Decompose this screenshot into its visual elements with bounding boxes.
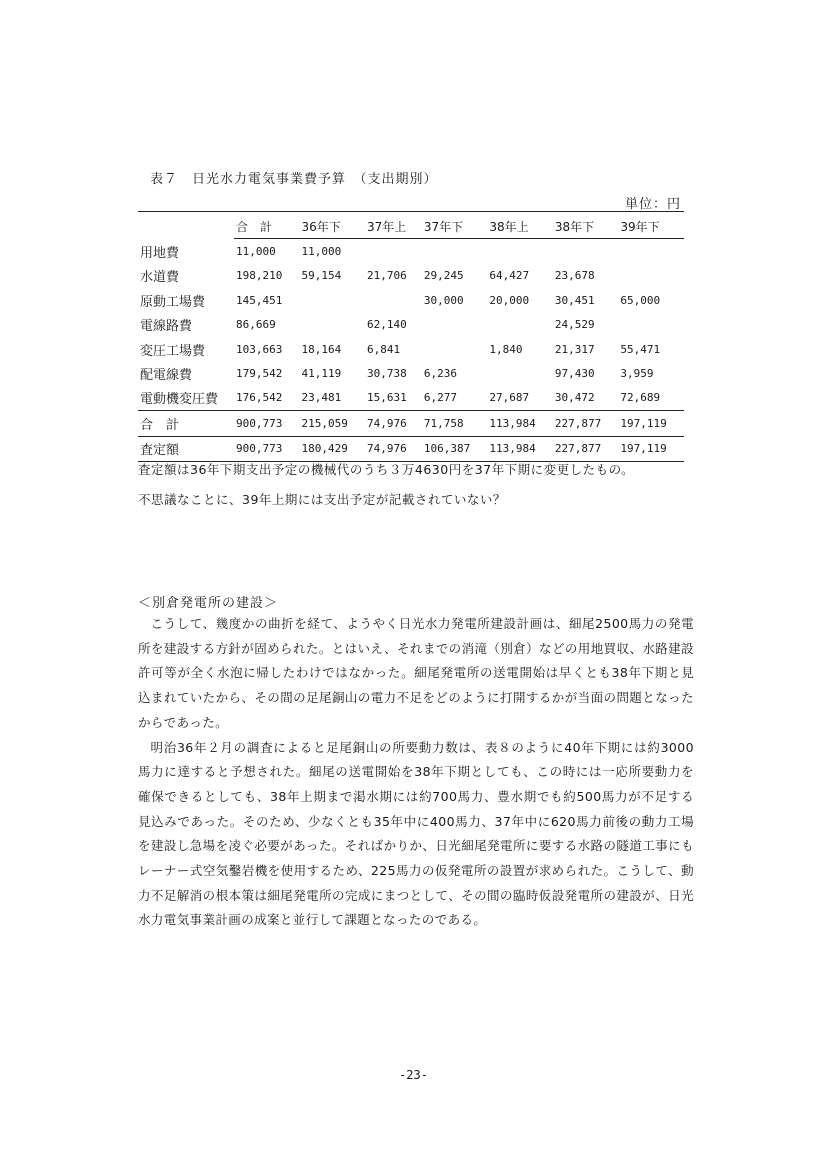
header-cell: 36年下 [300,214,366,239]
table-cell: 55,471 [620,342,661,356]
table-cell: 15,631 [365,386,422,411]
row-label: 変圧工場費 [140,343,206,359]
table-cell [422,239,488,264]
header-cell: 合 計 [234,214,300,239]
table-row [138,337,684,361]
table-note: 査定額は36年下期支出予定の機械代のうち３万4630円を37年下期に変更したもの。 [138,462,635,477]
section-heading: ＜別倉発電所の建設＞ [138,596,279,611]
table-cell: 30,451 [554,293,595,307]
table-cell [422,313,488,337]
table-cell: 24,529 [554,318,595,332]
table-cell: 41,119 [301,367,342,381]
paragraph: 明治36年２月の調査によると足尾銅山の所要動力数は、表８のように40年下期には約3000馬力に達すると予想された。細尾の送電開始を38年下期としても、この時には一応所要動力を確保できるとしても、38年上期まで渇水期には約700馬力、豊水期でも約500馬力が不足する見込みであった。そのため、少なくとも35年中に400馬力、37年中に620馬力前後の動力工場を建設し急場を凌ぐ必要があった。そればかりか、日光細尾発電所に要する水路の隧道工事にもレーナー式空気鑿岩機を使用するため、225馬力の仮発電所の設置が求められた。こうして、動力不足解消の根本策は細尾発電所の完成にまつとして、その間の臨時仮設発電所の建設が、日光水力電気事業計画の成案と並行して課題となったのである。 [138,739,694,928]
header-cell: 37年上 [365,214,422,239]
table-row [138,239,684,264]
table-row [138,361,684,385]
row-label: 査定額 [138,436,234,461]
table-top-rule [138,211,684,212]
table-cell: 62,140 [367,318,407,332]
table-cell: 113,984 [487,411,553,436]
row-label: 原動工場費 [140,294,206,310]
row-label: 合 計 [138,411,234,436]
table-cell: 64,427 [489,269,530,283]
table-cell [618,239,684,264]
table-cell: 180,429 [300,436,366,461]
table-cell: 227,877 [553,411,619,436]
table-cell: 197,119 [618,411,684,436]
table-cell: 18,164 [301,342,342,356]
table-cell: 900,773 [234,411,300,436]
table-cell: 103,663 [236,342,283,356]
table-cell: 74,976 [365,436,422,461]
table-cell: 27,687 [487,386,553,411]
header-cell: 37年下 [422,214,488,239]
table-cell: 6,841 [367,342,401,356]
table-cell: 198,210 [236,269,283,283]
table-assessed-row [138,436,684,461]
table-cell: 30,000 [423,293,464,307]
table-cell: 86,669 [236,318,276,332]
row-label: 配電線費 [140,368,193,384]
table-cell: 72,689 [618,386,684,411]
budget-table [138,214,684,462]
table-cell [487,361,553,385]
table-cell: 23,481 [300,386,366,411]
table-cell: 74,976 [365,411,422,436]
table-cell: 197,119 [618,436,684,461]
paragraph: こうして、幾度かの曲折を経て、ようやく日光水力発電所建設計画は、細尾2500馬力の発電所を建設する方針が固められた。とはいえ、それまでの消滝（別倉）などの用地買収、水路建設許可等が全く水泡に帰したわけではなかった。細尾発電所の送電開始は早くとも38年下期と見込まれていたから、その間の足尾銅山の電力不足をどのように打開するかが当面の問題となったからであった。 [138,616,694,730]
table-cell: 29,245 [423,269,464,283]
table-cell: 11,000 [236,245,276,259]
table-cell [618,313,684,337]
body-text [138,612,694,933]
header-cell: 38年下 [553,214,619,239]
table-row [138,288,684,312]
table-cell: 6,277 [422,386,488,411]
table-title: 表７ 日光水力電気事業費予算 （支出期別） [150,172,438,187]
table-cell: 900,773 [234,436,300,461]
header-cell: 38年上 [487,214,553,239]
table-cell: 1,840 [489,342,523,356]
table-cell [300,288,366,312]
header-cell: 39年下 [618,214,684,239]
table-cell: 97,430 [554,367,595,381]
table-cell [300,313,366,337]
table-note: 不思議なことに、39年上期には支出予定が記載されていない？ [138,492,506,507]
table-cell: 59,154 [301,269,342,283]
table-cell: 215,059 [300,411,366,436]
table-cell: 23,678 [554,269,595,283]
table-row [138,264,684,288]
table-row [138,386,684,411]
table-unit: 単位：円 [624,197,681,212]
table-cell: 3,959 [620,367,654,381]
table-cell: 179,542 [236,367,283,381]
table-cell: 21,706 [367,269,407,283]
page-number: -23- [399,1068,428,1082]
table-cell: 30,472 [553,386,619,411]
table-cell: 20,000 [489,293,530,307]
table-cell: 30,738 [367,367,407,381]
table-cell: 71,758 [422,411,488,436]
table-cell: 145,451 [236,293,283,307]
table-row [138,313,684,337]
row-label: 用地費 [140,245,180,261]
table-cell [618,264,684,288]
table-cell: 6,236 [423,367,458,381]
row-label: 水道費 [140,270,180,286]
table-cell [365,239,422,264]
table-cell [553,239,619,264]
table-total-row [138,411,684,436]
table-cell: 106,387 [422,436,488,461]
table-cell: 21,317 [554,342,595,356]
table-cell: 65,000 [620,293,661,307]
table-cell [365,288,422,312]
table-cell [487,313,553,337]
row-label: 電線路費 [140,319,193,335]
table-cell: 176,542 [234,386,300,411]
table-cell [487,239,553,264]
header-cell [138,214,234,239]
row-label: 電動機変圧費 [138,386,234,411]
table-cell: 227,877 [553,436,619,461]
table-header-row [138,214,684,239]
table-cell: 11,000 [301,245,342,259]
table-cell: 113,984 [487,436,553,461]
table-cell [422,337,488,361]
